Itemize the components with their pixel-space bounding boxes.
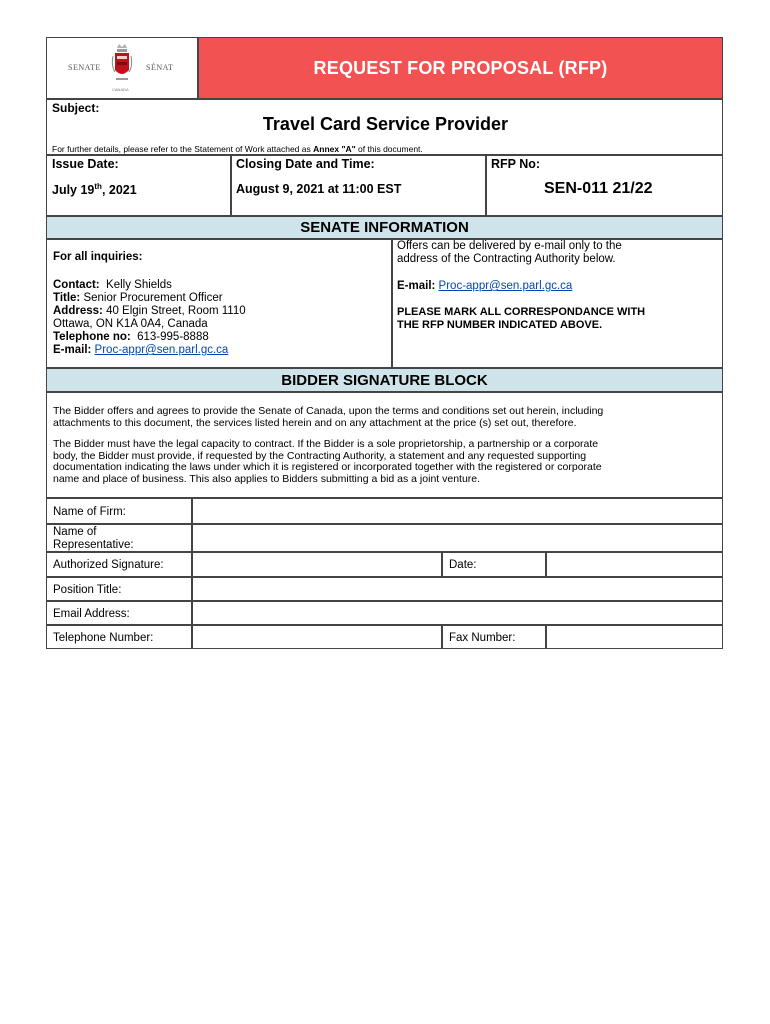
- sow-note-suffix: of this document.: [355, 144, 423, 154]
- firm-field[interactable]: [192, 498, 723, 524]
- telephone-label: Telephone no:: [53, 331, 131, 343]
- right-email-link[interactable]: Proc-appr@sen.parl.gc.ca: [438, 280, 573, 292]
- contact-line: [53, 279, 246, 292]
- issue-date-cell: [46, 155, 231, 216]
- closing-date-value: August 9, 2021 at 11:00 EST: [236, 182, 402, 196]
- bidder-para-1: [53, 405, 603, 429]
- para1-line-2: attachments to this document, the services listed herein and on any attachment at the price (s) set out, therefore.: [53, 417, 577, 429]
- rep-label-cell: [46, 524, 192, 552]
- date-field[interactable]: [546, 552, 723, 577]
- telephone-value: 613-995-8888: [137, 331, 209, 343]
- offers-line-1: Offers can be delivered by e-mail only to the: [397, 240, 622, 252]
- email-line: [53, 344, 246, 357]
- address-value: 40 Elgin Street, Room 1110: [106, 305, 246, 317]
- rfp-title: REQUEST FOR PROPOSAL (RFP): [313, 58, 608, 78]
- signature-label-cell: [46, 552, 192, 577]
- rfp-number-cell: [486, 155, 723, 216]
- senate-crest-icon: [111, 42, 133, 86]
- bidder-para-2: [53, 439, 602, 485]
- title-value: Senior Procurement Officer: [83, 292, 223, 304]
- closing-date-label: Closing Date and Time:: [236, 157, 375, 171]
- city-line: Ottawa, ON K1A 0A4, Canada: [53, 318, 208, 330]
- offers-text: [397, 240, 622, 266]
- position-label: Position Title:: [53, 584, 122, 596]
- sow-note: [52, 144, 423, 154]
- para2-line-2: body, the Bidder must provide, if requested by the Contracting Authority, a statement and any requested supporting: [53, 449, 587, 462]
- issue-date-value: [52, 182, 137, 197]
- sow-note-annex: Annex "A": [313, 144, 356, 154]
- fax-label-cell: [442, 625, 546, 649]
- offers-line-2: address of the Contracting Authority below.: [397, 253, 616, 265]
- date-label: Date:: [449, 559, 477, 571]
- logo-bottom-text: CANADA: [112, 87, 129, 92]
- firm-label-cell: [46, 498, 192, 524]
- rfp-number-label: RFP No:: [491, 157, 541, 171]
- para2-line-3: documentation indicating the laws under which it is registered or incorporated together with the registered or corporate: [53, 461, 602, 473]
- sow-note-prefix: For further details, please refer to the Statement of Work attached as: [52, 144, 314, 154]
- signature-label: Authorized Signature:: [53, 559, 164, 571]
- telephone-line: [53, 331, 246, 344]
- position-label-cell: [46, 577, 192, 601]
- address-line: [53, 305, 246, 318]
- address-label: Address:: [53, 305, 103, 317]
- email-label-cell: [46, 601, 192, 625]
- issue-date-label: Issue Date:: [52, 157, 119, 171]
- notice-line-2: THE RFP NUMBER INDICATED ABOVE.: [397, 319, 603, 331]
- email-link[interactable]: Proc-appr@sen.parl.gc.ca: [94, 344, 229, 356]
- rep-label-line-2: Representative:: [53, 538, 134, 551]
- closing-date-cell: [231, 155, 486, 216]
- phone-label-cell: [46, 625, 192, 649]
- date-label-cell: [442, 552, 546, 577]
- logo-right-text: SÉNAT: [146, 63, 174, 72]
- title-label: Title:: [53, 292, 81, 304]
- bidder-title: BIDDER SIGNATURE BLOCK: [281, 372, 488, 389]
- issue-date-sup: th: [94, 182, 102, 191]
- inquiries-label: For all inquiries:: [53, 251, 143, 263]
- phone-label: Telephone Number:: [53, 632, 154, 644]
- subject-row: [46, 99, 723, 155]
- para2-line-4: name and place of business. This also applies to Bidders submitting a bid as a joint venture.: [53, 472, 481, 485]
- logo-left-text: SENATE: [68, 63, 101, 72]
- title-line: [53, 292, 246, 305]
- email-address-label: Email Address:: [53, 608, 130, 620]
- fax-label: Fax Number:: [449, 632, 516, 644]
- position-field[interactable]: [192, 577, 723, 601]
- fax-field[interactable]: [546, 625, 723, 649]
- rep-label-line-1: Name of: [53, 526, 97, 538]
- para1-line-1: The Bidder offers and agrees to provide the Senate of Canada, upon the terms and conditions set out herein, including: [53, 405, 604, 417]
- para2-line-1: The Bidder must have the legal capacity to contract. If the Bidder is a sole proprietorship, a partnership or a corporate: [53, 438, 599, 450]
- senate-info-title: SENATE INFORMATION: [300, 219, 469, 236]
- bidder-heading: [46, 368, 723, 392]
- notice-text: [397, 306, 645, 332]
- phone-field[interactable]: [192, 625, 442, 649]
- email-field[interactable]: [192, 601, 723, 625]
- firm-label: Name of Firm:: [53, 506, 126, 518]
- senate-info-heading: [46, 216, 723, 239]
- subject-title: Travel Card Service Provider: [262, 114, 509, 134]
- email-label: E-mail:: [53, 344, 92, 356]
- rep-label: [53, 526, 134, 551]
- contact-details: [53, 279, 246, 357]
- subject-label: Subject:: [52, 101, 100, 115]
- signature-field[interactable]: [192, 552, 442, 577]
- rep-field[interactable]: [192, 524, 723, 552]
- rfp-number-value: SEN-011 21/22: [544, 180, 653, 197]
- contact-name: Kelly Shields: [106, 279, 172, 291]
- issue-date-main: July 19: [52, 183, 95, 198]
- contact-cell: [46, 239, 392, 368]
- rfp-title-banner: [198, 37, 723, 99]
- delivery-cell: [392, 239, 723, 368]
- logo-box: [46, 37, 198, 99]
- notice-line-1: PLEASE MARK ALL CORRESPONDANCE WITH: [397, 306, 646, 318]
- bidder-text-box: [46, 392, 723, 498]
- contact-label: Contact:: [53, 279, 100, 291]
- issue-date-tail: , 2021: [101, 183, 137, 198]
- right-email-line: [397, 280, 572, 293]
- right-email-label: E-mail:: [397, 280, 436, 292]
